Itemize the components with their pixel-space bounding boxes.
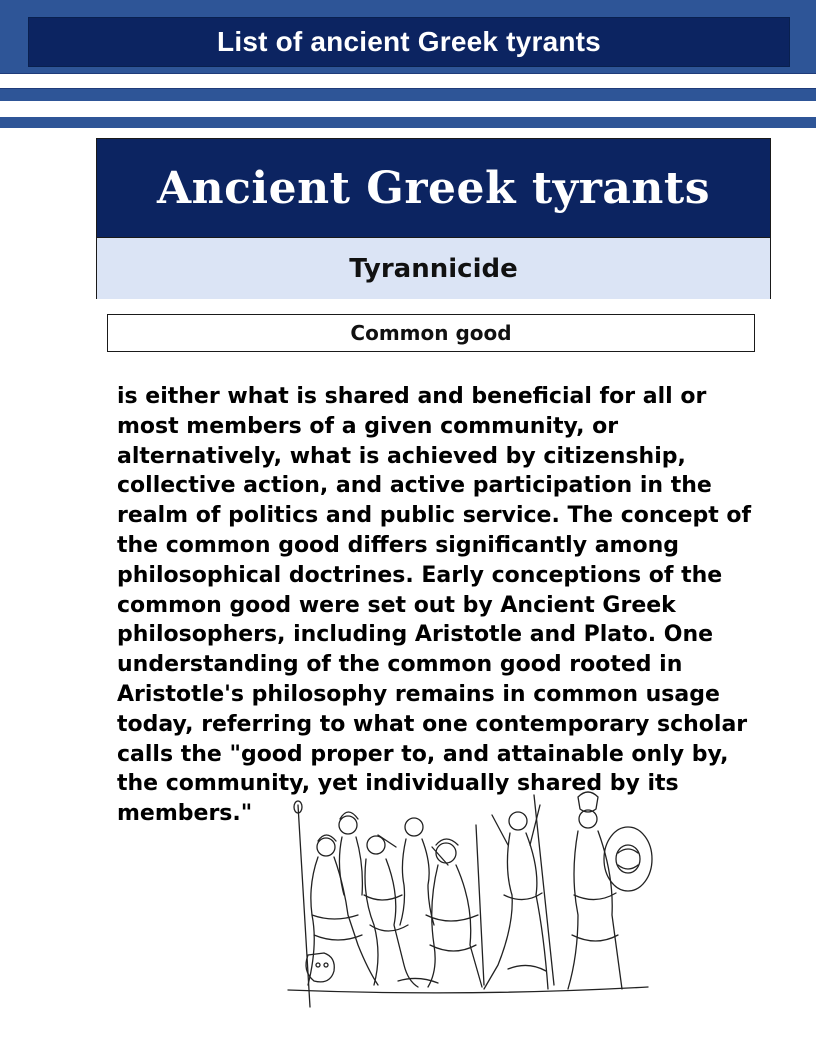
decorative-stripe <box>0 89 816 101</box>
page-title: List of ancient Greek tyrants <box>217 26 601 57</box>
greek-gods-illustration <box>278 785 658 1013</box>
title-card-banner <box>97 139 770 237</box>
section-heading: Common good <box>350 321 512 345</box>
greek-gods-line-drawing-icon <box>288 792 652 1007</box>
title-card-subtitle-bar <box>97 237 770 299</box>
page-title-box <box>28 17 790 67</box>
title-card <box>96 138 771 299</box>
decorative-stripe <box>0 117 816 128</box>
body-paragraph: is either what is shared and beneficial for all or most members of a given community, or alternatively, what is achieved by citizenship, collective action, and active participation in the realm of politics and public service. The concept of the common good differs significantly among philosophical doctrines. Early conceptions of the common good were set out by Ancient Greek philosophers, including Aristotle and Plato. One understanding of the common good rooted in Aristotle's philosophy remains in common usage today, referring to what one contemporary scholar calls the "good proper to, and attainable only by, the community, yet individually shared by its members." <box>117 384 752 827</box>
subtitle: Tyrannicide <box>349 253 518 284</box>
header-divider <box>0 73 816 89</box>
blackletter-title: Ancient Greek tyrants <box>157 162 710 214</box>
section-heading-box <box>107 314 755 352</box>
top-banner <box>0 0 816 74</box>
